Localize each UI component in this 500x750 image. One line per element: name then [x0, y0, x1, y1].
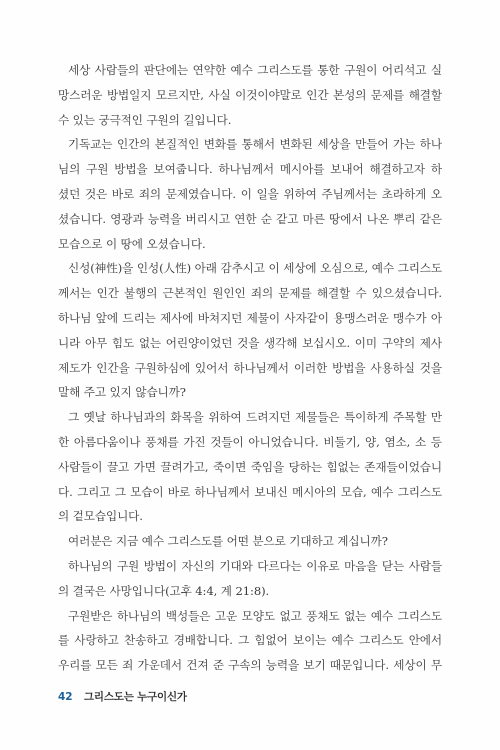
page-footer: [58, 689, 187, 705]
text-line: 망스러운 방법일지 모르지만, 사실 이것이야말로 인간 본성의 문제를 해결할: [58, 87, 442, 102]
text-line: 그 옛날 하나님과의 화목을 위하여 드려지던 제물들은 특이하게 주목할 만: [68, 410, 442, 425]
text-line: 셨던 것은 바로 죄의 문제였습니다. 이 일을 위하여 주님께서는 초라하게 오: [58, 186, 442, 201]
text-line: 께서는 인간 불행의 근본적인 원인인 죄의 문제를 해결할 수 있으셨습니다.: [58, 286, 442, 301]
text-line: 세상 사람들의 판단에는 연약한 예수 그리스도를 통한 구원이 어리석고 실: [68, 63, 442, 77]
text-line: 한 아름다움이나 풍채를 가진 것들이 아니었습니다. 비둘기, 양, 염소, 소 등: [58, 434, 442, 449]
text-line: 말해 주고 있지 않습니까?: [58, 385, 186, 400]
text-line: 하나님 앞에 드리는 제사에 바쳐지던 제물이 사자같이 용맹스러운 맹수가 아: [58, 310, 442, 325]
text-line: 의 결국은 사망입니다(고후 4:4, 계 21:8).: [58, 583, 270, 598]
text-line: 님의 구원 방법을 보여줍니다. 하나님께서 메시아를 보내어 해결하고자 하: [58, 162, 442, 177]
text-line: 기독교는 인간의 본질적인 변화를 통해서 변화된 세상을 만들어 가는 하나: [68, 137, 442, 152]
text-line: 사람들이 끌고 가면 끌려가고, 죽이면 죽임을 당하는 힘없는 존재들이었습니: [58, 459, 442, 474]
text-line: 모습으로 이 땅에 오셨습니다.: [58, 236, 206, 251]
text-line: 구원받은 하나님의 백성들은 고운 모양도 없고 풍채도 없는 예수 그리스도: [68, 608, 442, 623]
text-line: 셨습니다. 영광과 능력을 버리시고 연한 순 같고 마른 땅에서 나온 뿌리 같은: [58, 211, 442, 226]
text-line: 신성(神性)을 인성(人性) 아래 감추시고 이 세상에 오심으로, 예수 그리스도: [68, 261, 442, 276]
text-line: 의 겉모습입니다.: [58, 509, 143, 524]
page-number: 42: [58, 691, 73, 703]
text-line: 제도가 인간을 구원하심에 있어서 하나님께서 이러한 방법을 사용하실 것을: [58, 360, 442, 375]
text-line: 니라 아무 힘도 없는 어린양이었던 것을 생각해 보십시오. 이미 구약의 제사: [58, 335, 442, 350]
text-line: 여러분은 지금 예수 그리스도를 어떤 분으로 기대하고 계십니까?: [68, 534, 388, 549]
text-line: 하나님의 구원 방법이 자신의 기대와 다르다는 이유로 마음을 닫는 사람들: [68, 558, 442, 573]
text-line: 우리를 모든 죄 가운데서 건져 준 구속의 능력을 보기 때문입니다. 세상이 무: [58, 658, 442, 673]
body-text: [58, 58, 442, 678]
text-line: 다. 그리고 그 모습이 바로 하나님께서 보내신 메시아의 모습, 예수 그리스도: [58, 484, 442, 499]
text-line: 수 있는 궁극적인 구원의 길입니다.: [58, 112, 232, 127]
running-title: 그리스도는 누구이신가: [83, 691, 187, 703]
text-line: 를 사랑하고 찬송하고 경배합니다. 그 힘없어 보이는 예수 그리스도 안에서: [58, 633, 442, 648]
